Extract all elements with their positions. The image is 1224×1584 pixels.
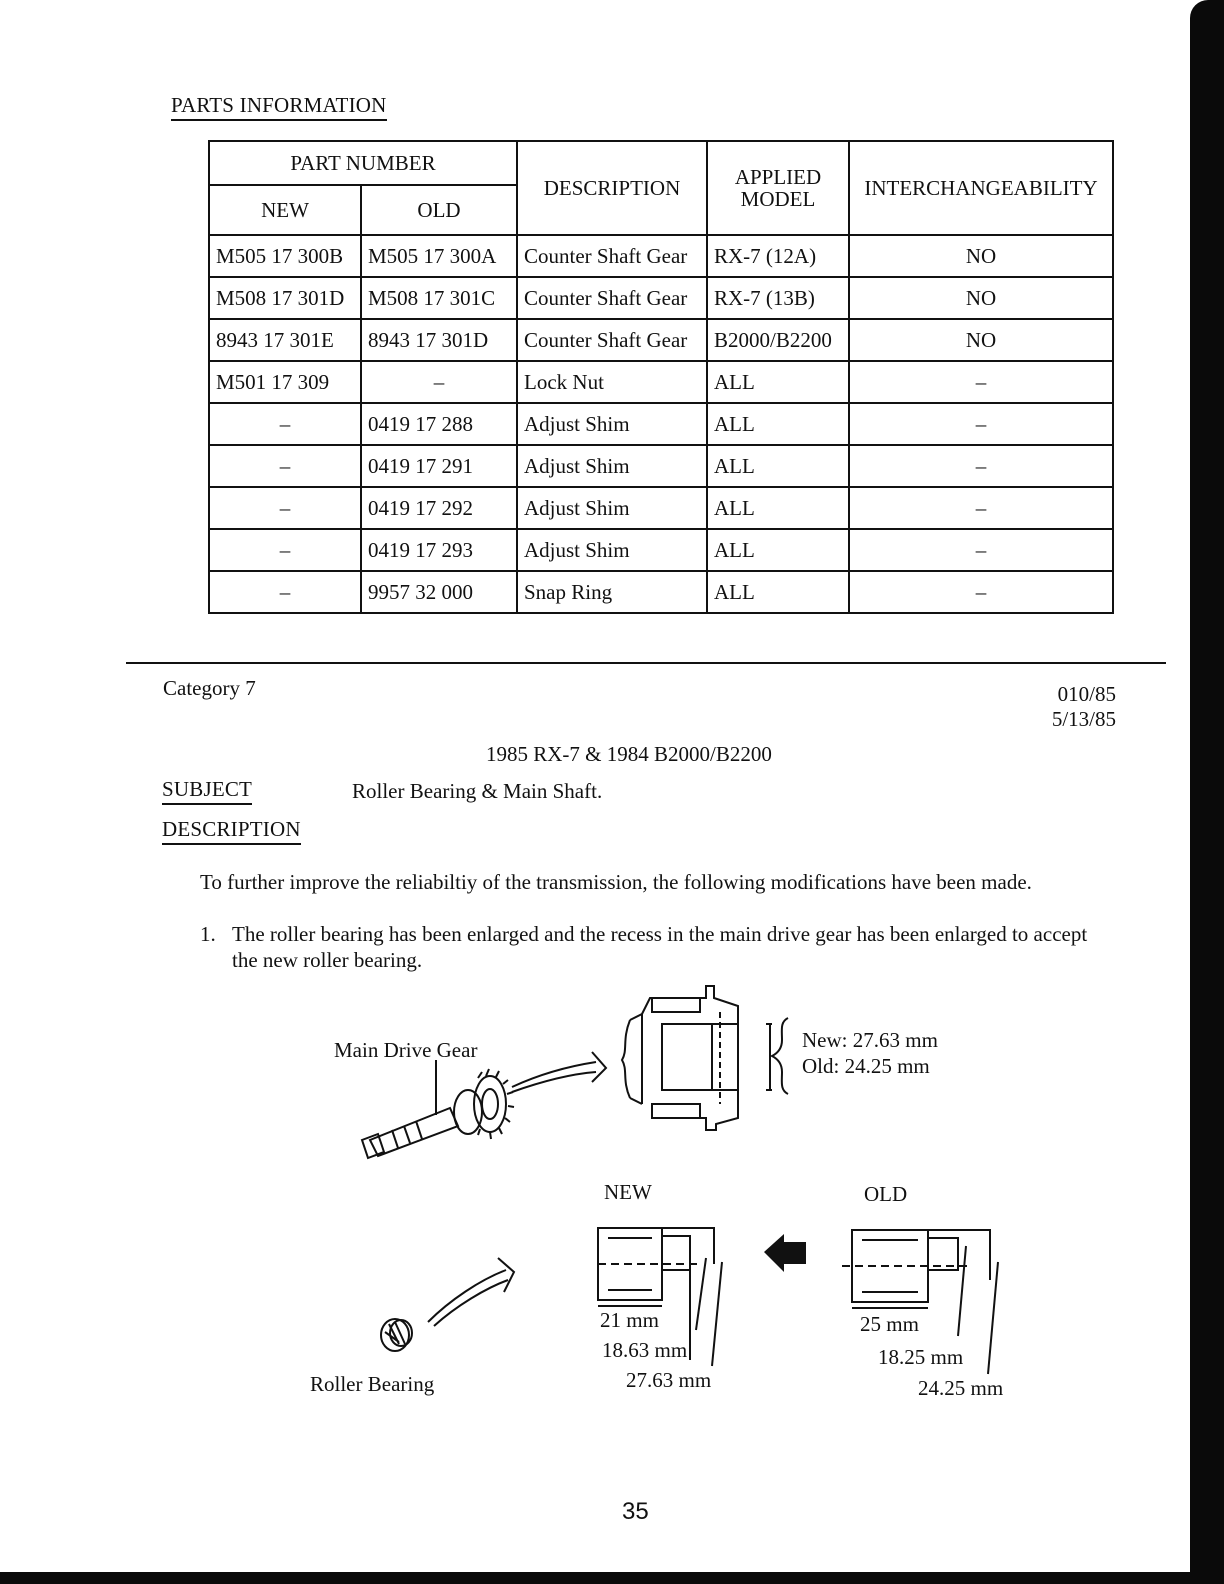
recess-new-dimension: New: 27.63 mm <box>802 1028 938 1052</box>
cell-description: Adjust Shim <box>517 487 707 529</box>
old-label: OLD <box>864 1182 908 1206</box>
cell-interchangeability: – <box>849 445 1113 487</box>
item-1-text: The roller bearing has been enlarged and the recess in the main drive gear has been enlarged to accept the new roller bearing. <box>232 922 1088 972</box>
cell-description: Adjust Shim <box>517 529 707 571</box>
cell-old-part: 9957 32 000 <box>361 571 517 613</box>
intro-paragraph: To further improve the reliabiltiy of the transmission, the following modifications have been made. <box>200 870 1032 894</box>
subject-text: Roller Bearing & Main Shaft. <box>352 779 603 803</box>
new-dim-recess: 27.63 mm <box>626 1368 712 1392</box>
cell-old-part: 0419 17 291 <box>361 445 517 487</box>
subject-label: SUBJECT <box>162 778 252 805</box>
cell-interchangeability: NO <box>849 235 1113 277</box>
cell-description: Adjust Shim <box>517 403 707 445</box>
old-dim-recess: 24.25 mm <box>918 1376 1004 1400</box>
roller-bearing-illustration <box>381 1258 514 1351</box>
cell-interchangeability: NO <box>849 277 1113 319</box>
cell-new-part: – <box>209 403 361 445</box>
cell-interchangeability: NO <box>849 319 1113 361</box>
cell-new-part: – <box>209 529 361 571</box>
replacement-arrow-icon <box>764 1234 806 1272</box>
cell-new-part: – <box>209 571 361 613</box>
cell-new-part: – <box>209 445 361 487</box>
cell-old-part: M505 17 300A <box>361 235 517 277</box>
cell-description: Counter Shaft Gear <box>517 319 707 361</box>
page-number: 35 <box>622 1498 649 1525</box>
cell-model: ALL <box>707 571 849 613</box>
cell-model: RX-7 (12A) <box>707 235 849 277</box>
new-dim-inner: 21 mm <box>600 1308 659 1332</box>
cell-old-part: 0419 17 288 <box>361 403 517 445</box>
cell-model: B2000/B2200 <box>707 319 849 361</box>
cell-description: Counter Shaft Gear <box>517 277 707 319</box>
description-label: DESCRIPTION <box>162 818 301 845</box>
cell-model: ALL <box>707 487 849 529</box>
cell-description: Lock Nut <box>517 361 707 403</box>
cell-new-part: M508 17 301D <box>209 277 361 319</box>
old-header: OLD <box>361 185 517 235</box>
cell-new-part: M505 17 300B <box>209 235 361 277</box>
cell-description: Snap Ring <box>517 571 707 613</box>
applied-models-line: 1985 RX-7 & 1984 B2000/B2200 <box>486 742 772 766</box>
new-dim-outer: 18.63 mm <box>602 1338 688 1362</box>
cell-old-part: 8943 17 301D <box>361 319 517 361</box>
cell-interchangeability: – <box>849 403 1113 445</box>
interchangeability-header: INTERCHANGEABILITY <box>849 141 1113 235</box>
gear-cross-section <box>622 986 788 1130</box>
main-drive-gear-label: Main Drive Gear <box>334 1038 478 1062</box>
bulletin-date: 5/13/85 <box>1051 707 1116 731</box>
cell-old-part: 0419 17 292 <box>361 487 517 529</box>
category-label: Category 7 <box>163 676 256 700</box>
cell-model: ALL <box>707 403 849 445</box>
recess-old-dimension: Old: 24.25 mm <box>802 1054 930 1078</box>
cell-interchangeability: – <box>849 571 1113 613</box>
item-number: 1. <box>200 922 216 946</box>
cell-model: RX-7 (13B) <box>707 277 849 319</box>
applied-model-header: APPLIED MODEL <box>707 141 849 235</box>
old-dim-outer: 18.25 mm <box>878 1345 964 1369</box>
cell-model: ALL <box>707 361 849 403</box>
cell-new-part: – <box>209 487 361 529</box>
cell-description: Counter Shaft Gear <box>517 235 707 277</box>
new-header: NEW <box>209 185 361 235</box>
bulletin-number: 010/85 <box>1057 682 1116 706</box>
cell-interchangeability: – <box>849 487 1113 529</box>
parts-information-heading: PARTS INFORMATION <box>171 94 387 121</box>
new-label: NEW <box>604 1180 652 1204</box>
roller-bearing-label: Roller Bearing <box>310 1372 435 1396</box>
old-dim-inner: 25 mm <box>860 1312 919 1336</box>
cell-model: ALL <box>707 529 849 571</box>
cell-interchangeability: – <box>849 529 1113 571</box>
cell-old-part: 0419 17 293 <box>361 529 517 571</box>
cell-new-part: 8943 17 301E <box>209 319 361 361</box>
cell-description: Adjust Shim <box>517 445 707 487</box>
main-drive-gear-illustration <box>362 1060 514 1158</box>
cell-new-part: M501 17 309 <box>209 361 361 403</box>
cell-old-part: M508 17 301C <box>361 277 517 319</box>
description-header: DESCRIPTION <box>517 141 707 235</box>
cell-old-part: – <box>361 361 517 403</box>
pointer-arrow-top <box>512 1052 606 1092</box>
part-number-header: PART NUMBER <box>209 141 517 185</box>
cell-model: ALL <box>707 445 849 487</box>
cell-interchangeability: – <box>849 361 1113 403</box>
